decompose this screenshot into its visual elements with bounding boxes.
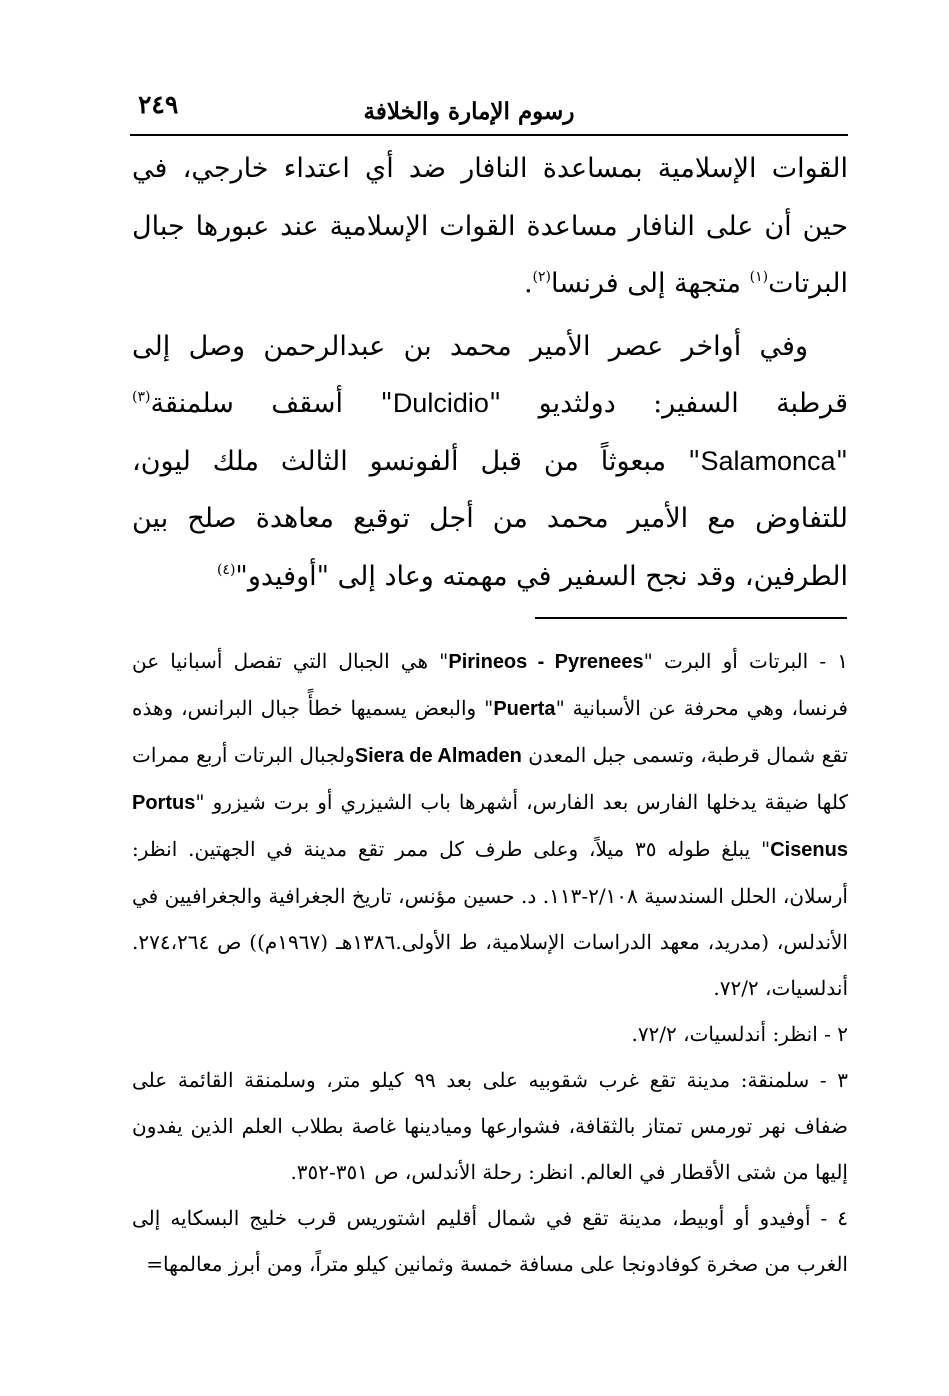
paragraph-1: القوات الإسلامية بمساعدة النافار ضد أي اعتداء خارجي، في حين أن على النافار مساعدة القوات الإسلامية عند عبورها جبال البرتات$^{(١)}$ متجهة إلى فرنسا$^{(٢)}$.	[132, 153, 848, 299]
page-header	[130, 88, 848, 136]
paragraph-2: وفي أواخر عصر الأمير محمد بن عبدالرحمن وصل إلى قرطبة السفير: دولثديو "Dulcidio" أسقف سلمنقة$^{(٣)}$ "Salamonca" مبعوثاً من قبل ألفونسو الثالث ملك ليون، للتفاوض مع الأمير محمد من أجل توقيع معاهدة صلح بين الطرفين، وقد نجح السفير في مهمته وعاد إلى "أوفيدو"$^{(٤)}$	[132, 330, 848, 592]
footnote-ref-3: (٣)	[132, 389, 151, 405]
latin-term-puerta: Puerta	[493, 698, 556, 720]
latin-term-almaden: Siera de Almaden	[354, 745, 522, 767]
running-title: رسوم الإمارة والخلافة	[363, 98, 575, 125]
latin-term-pyrenees: Pirineos - Pyrenees	[448, 651, 644, 673]
main-text	[132, 140, 848, 605]
footnote-ref-1: (١)	[749, 269, 769, 285]
latin-term-portus-cisenus: Portus Cisenus	[132, 792, 848, 861]
footnote-1: ١ - البرتات أو البرت "Pirineos - Pyrenees" هي الجبال التي تفصل أسبانيا عن فرنسا، وهي محرفة عن الأسبانية "Puerta" والبعض يسميها خطأً جبال البرانس، وهذه تقع شمال قرطبة، وتسمى جبل المعدن Siera de Almadenولجبال البرتات أربع ممرات كلها ضيقة يدخلها الفارس بعد الفارس، أشهرها باب الشيزري أو برت شيزرو "Portus Cisenus" يبلغ طوله ٣٥ ميلاً، وعلى طرف كل ممر تقع مدينة في الجهتين. انظر: أرسلان، الحلل السندسية ٢/١٠٨-١١٣. د. حسين مؤنس، تاريخ الجغرافية والجغرافيين في الأندلس، (مدريد، معهد الدراسات الإسلامية، ط الأولى.١٣٨٦هـ (١٩٦٧م)) ص ٢٧٤،٢٦٤. أندلسيات، ٧٢/٢.	[132, 649, 849, 1000]
footnote-separator	[535, 617, 847, 619]
footnote-2: ٢ - انظر: أندلسيات، ٧٢/٢.	[631, 1022, 848, 1046]
latin-term-dulcidio: Dulcidio	[392, 388, 489, 418]
footnote-4: ٤ - أوفيدو أو أوبيط، مدينة تقع في شمال أقليم اشتوريس قرب خليج البسكايه إلى الغرب من صخرة كوفادونجا على مسافة خمسة وثمانين كيلو متراً، ومن أبرز معالمها=	[132, 1206, 848, 1276]
page-number: ٢٤٩	[138, 90, 179, 119]
footnote-3: ٣ - سلمنقة: مدينة تقع غرب شقوبيه على بعد ٩٩ كيلو متر، وسلمنقة القائمة على ضفاف نهر تورمس تمتاز بالثقافة، فشوارعها وميادينها غاصة بطلاب العلم الذين يفدون إليها من شتى الأقطار في العالم. انظر: رحلة الأندلس، ص ٣٥١-٣٥٢.	[132, 1068, 848, 1184]
footnote-ref-2: (٢)	[532, 269, 552, 285]
latin-term-salamonca: Salamonca	[700, 445, 836, 476]
footnote-ref-4: (٤)	[216, 561, 236, 578]
footnotes	[132, 638, 848, 1287]
